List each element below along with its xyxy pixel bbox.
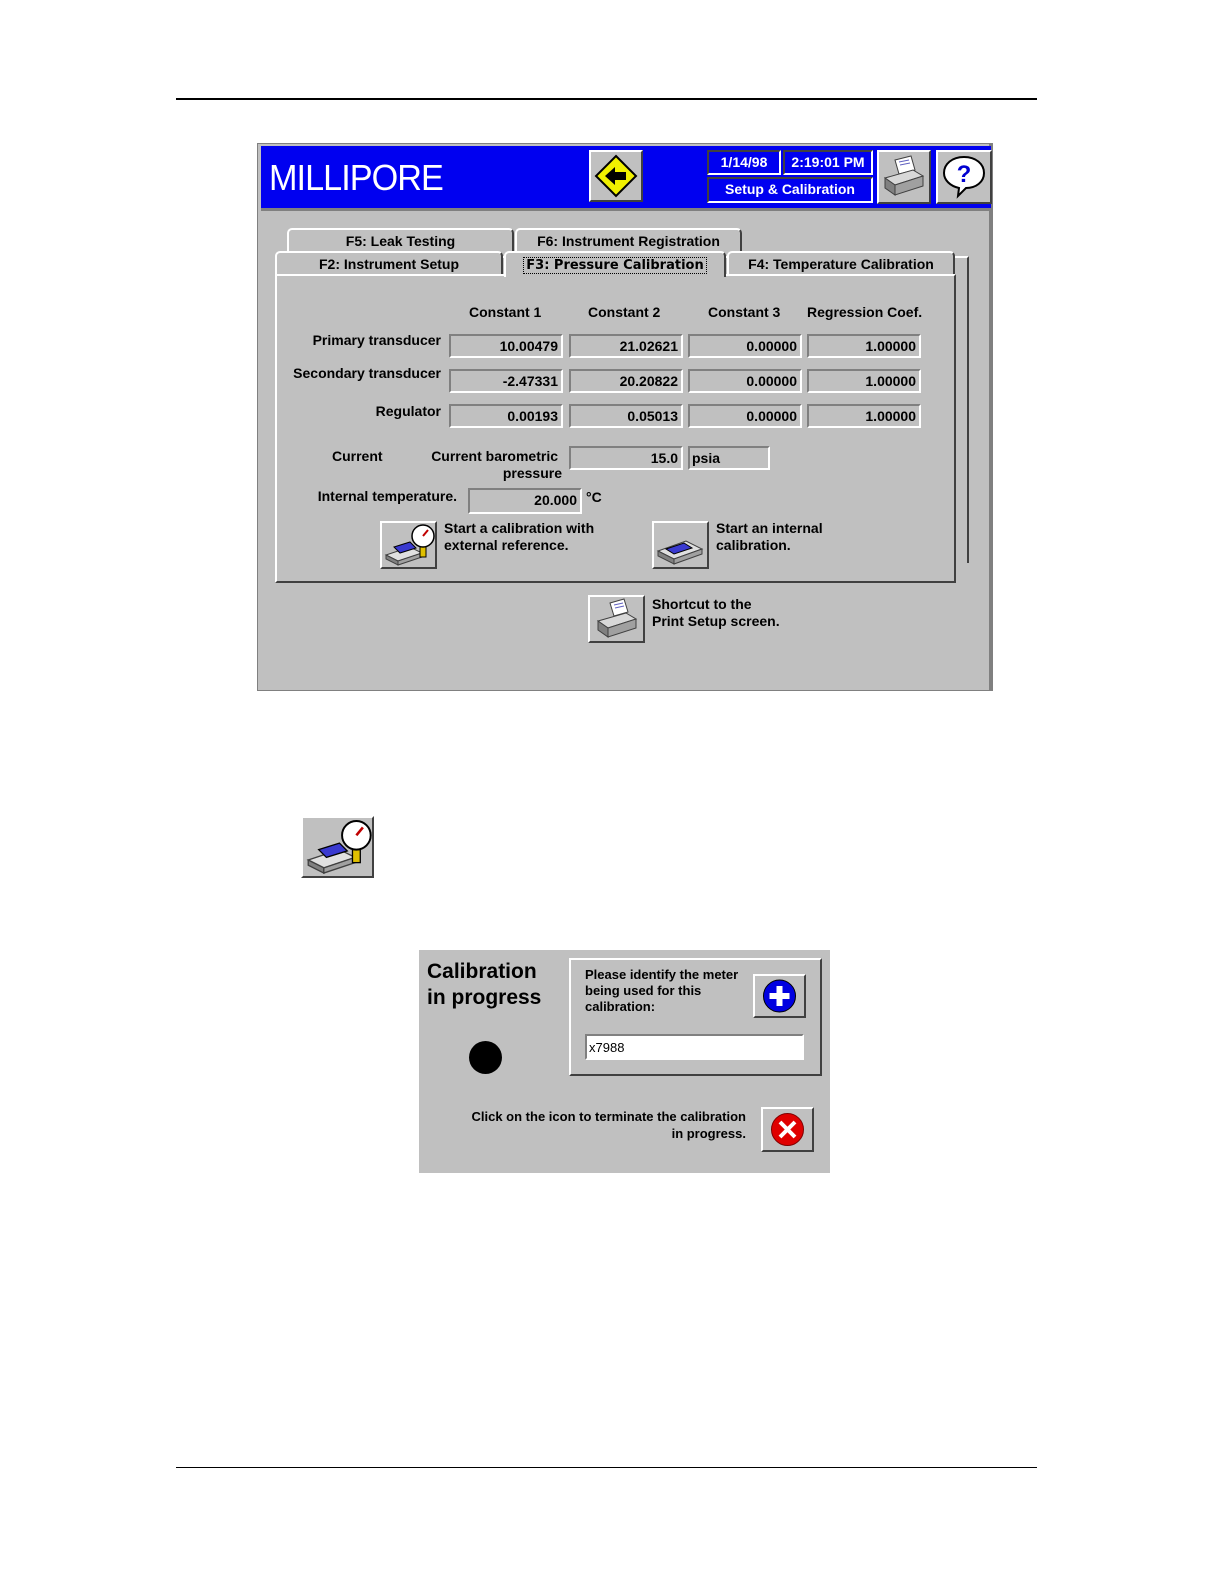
temperature-unit: °C — [586, 489, 602, 505]
external-calibration-icon-sample — [301, 816, 374, 878]
pressure-calibration-panel — [275, 274, 956, 583]
column-header: Regression Coef. — [807, 304, 923, 320]
dialog-title: Calibration in progress — [427, 960, 542, 1009]
secondary-constant-3: 0.00000 — [688, 369, 802, 393]
print-setup-shortcut-button[interactable] — [588, 595, 645, 643]
column-header: Constant 1 — [469, 304, 542, 320]
tab-leak-testing[interactable]: F5: Leak Testing — [287, 228, 514, 251]
primary-constant-1: 10.00479 — [449, 334, 563, 358]
time-display: 2:19:01 PM — [783, 150, 873, 175]
external-calibration-text: Start a calibration with external reference. — [444, 520, 595, 553]
barometric-label-2: pressure — [502, 465, 562, 481]
millipore-logo: MILLIPORE — [269, 157, 443, 198]
column-header: Constant 2 — [588, 304, 661, 320]
print-button[interactable] — [877, 150, 931, 204]
current-label: Current — [332, 448, 383, 464]
progress-indicator — [469, 1041, 502, 1074]
setup-calibration-window — [257, 143, 993, 691]
date-display: 1/14/98 — [707, 150, 781, 175]
gauge-calibrator-icon — [303, 818, 372, 876]
terminate-instructions: Click on the icon to terminate the calibration in progress. — [471, 1109, 746, 1141]
print-setup-shortcut-text: Shortcut to the Print Setup screen. — [652, 596, 780, 629]
terminate-calibration-button[interactable] — [761, 1107, 814, 1152]
row-label-primary: Primary transducer — [312, 332, 441, 348]
screen-title: Setup & Calibration — [707, 177, 873, 203]
back-button[interactable] — [589, 150, 643, 202]
regulator-constant-1: 0.00193 — [449, 404, 563, 428]
tab-pressure-calibration[interactable] — [504, 251, 726, 277]
barometric-pressure-field: 15.0 — [569, 446, 683, 470]
row-label-regulator: Regulator — [375, 403, 441, 419]
tab-temperature-calibration[interactable]: F4: Temperature Calibration — [727, 251, 955, 274]
close-icon — [763, 1109, 812, 1150]
primary-constant-3: 0.00000 — [688, 334, 802, 358]
page-bottom-rule — [176, 1467, 1037, 1468]
secondary-regression-coef: 1.00000 — [807, 369, 921, 393]
meter-identification-group — [569, 958, 822, 1076]
primary-regression-coef: 1.00000 — [807, 334, 921, 358]
primary-constant-2: 21.02621 — [569, 334, 683, 358]
calibration-in-progress-dialog — [419, 950, 830, 1173]
printer-icon — [879, 152, 929, 202]
internal-calibration-text: Start an internal calibration. — [716, 520, 823, 553]
barometric-unit: psia — [688, 446, 770, 470]
meter-prompt: Please identify the meter being used for this calibration: — [585, 967, 739, 1014]
tab-pressure-calibration-label: F3: Pressure Calibration — [523, 257, 706, 274]
plus-icon — [755, 976, 804, 1016]
meter-id-input[interactable] — [585, 1034, 804, 1060]
internal-temperature-field: 20.000 — [468, 488, 582, 514]
regulator-constant-3: 0.00000 — [688, 404, 802, 428]
secondary-constant-1: -2.47331 — [449, 369, 563, 393]
barometric-label-1: Current barometric — [431, 448, 558, 464]
tab-instrument-setup[interactable]: F2: Instrument Setup — [275, 251, 503, 274]
back-arrow-icon — [591, 152, 641, 200]
secondary-constant-2: 20.20822 — [569, 369, 683, 393]
page-top-rule — [176, 98, 1037, 100]
calibrator-icon — [654, 523, 707, 567]
regulator-regression-coef: 1.00000 — [807, 404, 921, 428]
external-calibration-button[interactable] — [380, 521, 437, 569]
svg-text:?: ? — [956, 161, 972, 188]
help-icon — [938, 152, 990, 202]
internal-temperature-label: Internal temperature. — [317, 488, 457, 504]
header-bar — [261, 146, 991, 211]
internal-calibration-button[interactable] — [652, 521, 709, 569]
add-meter-button[interactable] — [753, 974, 806, 1018]
gauge-calibrator-icon — [382, 523, 435, 567]
printer-icon — [590, 597, 643, 641]
column-header: Constant 3 — [708, 304, 781, 320]
tab-instrument-registration[interactable]: F6: Instrument Registration — [515, 228, 742, 251]
help-button[interactable] — [936, 150, 992, 204]
row-label-secondary: Secondary transducer — [293, 365, 441, 381]
regulator-constant-2: 0.05013 — [569, 404, 683, 428]
